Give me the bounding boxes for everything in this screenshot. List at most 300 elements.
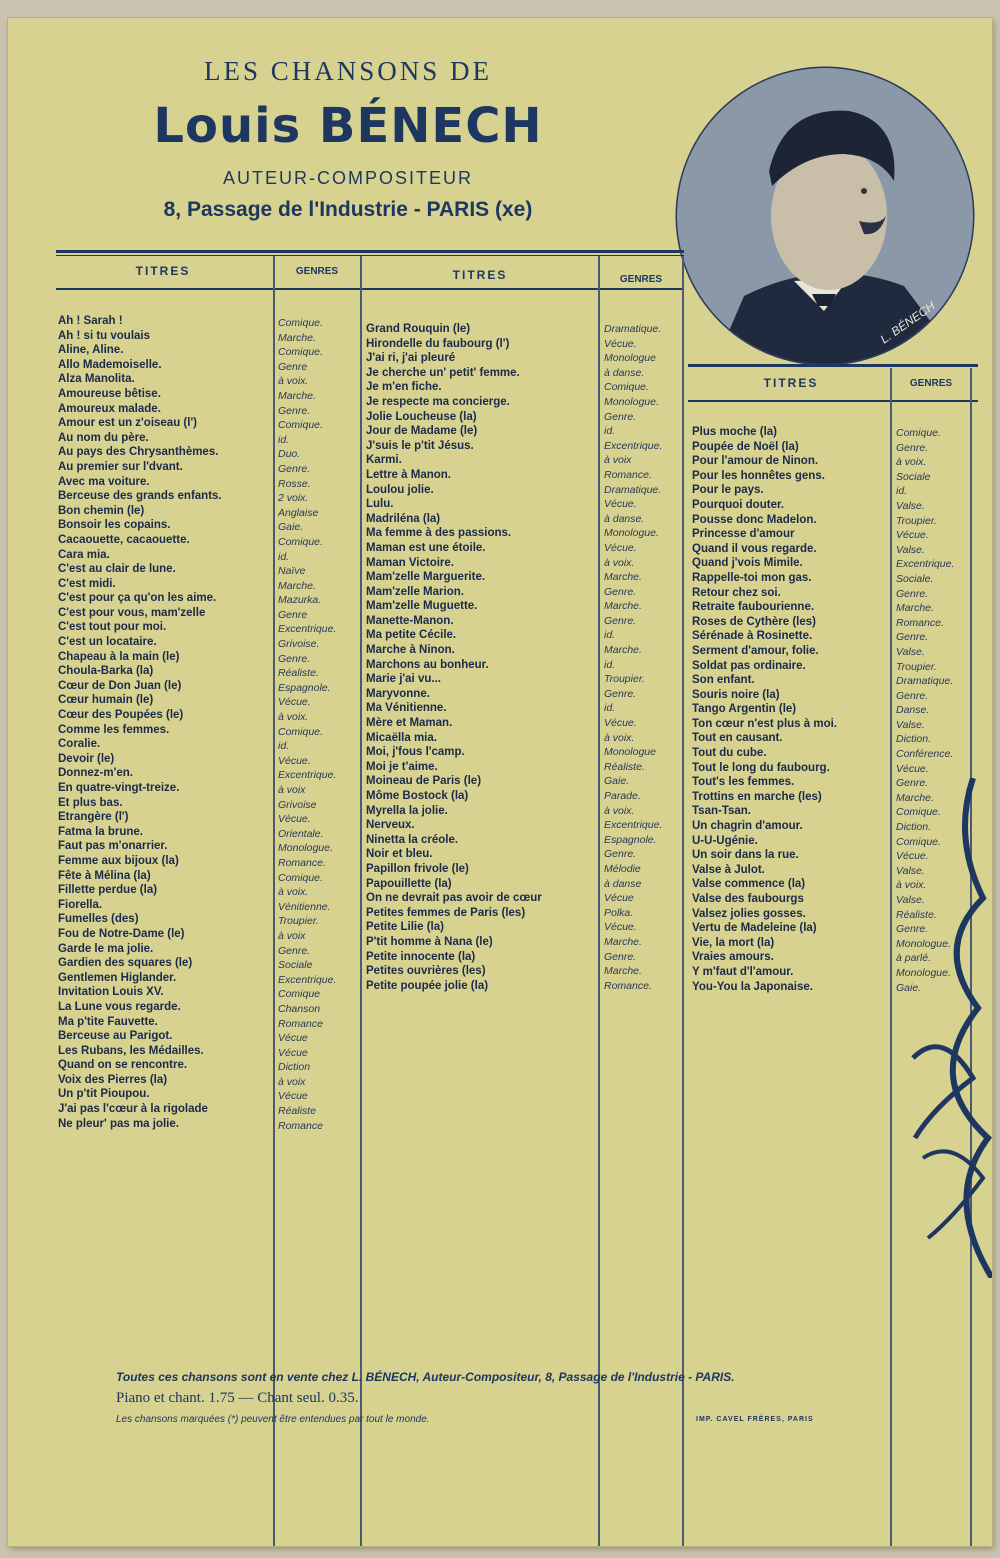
song-title: J'ai ri, j'ai pleuré bbox=[366, 352, 456, 365]
song-genre: Sociale bbox=[896, 470, 931, 483]
song-title: Ninetta la créole. bbox=[366, 833, 459, 846]
song-genre: à voix. bbox=[604, 731, 635, 744]
song-genre: id. bbox=[604, 658, 616, 671]
song-genre: Marche. bbox=[604, 965, 642, 978]
song-genre: Marche. bbox=[604, 571, 642, 584]
song-title: Tsan-Tsan. bbox=[692, 805, 751, 818]
song-title: Quand on se rencontre. bbox=[58, 1059, 188, 1072]
song-title: Amoureuse bêtise. bbox=[58, 387, 161, 400]
song-genre: Excentrique. bbox=[604, 439, 663, 452]
col3-titres-heading: TITRES bbox=[763, 376, 819, 390]
song-genre: Romance. bbox=[604, 979, 652, 992]
song-title: Ton cœur n'est plus à moi. bbox=[692, 717, 838, 730]
song-title: Pour les honnêtes gens. bbox=[692, 469, 825, 482]
song-genre: Romance bbox=[278, 1119, 323, 1132]
song-title: Voix des Pierres (la) bbox=[58, 1073, 168, 1086]
song-title: Alza Manolita. bbox=[58, 373, 135, 386]
song-title: Papouillette (la) bbox=[366, 877, 452, 890]
song-title: Gentlemen Higlander. bbox=[58, 971, 177, 984]
song-title: Ma petite Cécile. bbox=[366, 629, 457, 642]
song-title: Mère et Maman. bbox=[366, 717, 453, 730]
song-title: Au nom du père. bbox=[58, 431, 149, 444]
song-title: Cara mia. bbox=[58, 548, 110, 561]
song-genre: Vécue. bbox=[604, 541, 637, 554]
song-title: Jour de Madame (le) bbox=[366, 425, 478, 438]
song-genre: à voix bbox=[278, 929, 306, 942]
song-genre: Excentrique. bbox=[278, 973, 337, 986]
portrait-signature: L. BÉNECH bbox=[877, 298, 938, 347]
song-title: Sérénade à Rosinette. bbox=[692, 630, 813, 643]
song-genre: Genre. bbox=[604, 950, 637, 963]
song-title: Souris noire (la) bbox=[692, 688, 780, 701]
song-genre: Monologue. bbox=[278, 842, 333, 855]
song-genre: Monologue bbox=[604, 352, 656, 365]
song-genre: Espagnole. bbox=[278, 681, 331, 694]
song-genre: Comique. bbox=[278, 317, 323, 329]
song-genre: Genre. bbox=[604, 585, 637, 598]
song-title: Petite poupée jolie (la) bbox=[366, 979, 489, 992]
song-genre: Genre. bbox=[896, 777, 929, 790]
song-genre: Genre bbox=[278, 608, 308, 621]
song-title: Petites ouvrières (les) bbox=[366, 965, 486, 978]
song-title: Ma Vénitienne. bbox=[366, 702, 447, 715]
song-genre: id. bbox=[278, 740, 290, 753]
song-genre: Genre. bbox=[896, 441, 929, 454]
song-title: Chapeau à la main (le) bbox=[58, 650, 180, 663]
song-title: Petite Lilie (la) bbox=[366, 921, 444, 934]
song-genre: Dramatique. bbox=[604, 323, 662, 335]
song-genre: Romance. bbox=[604, 468, 652, 481]
composer-subtitle: AUTEUR-COMPOSITEUR bbox=[222, 168, 473, 188]
song-title: Je respecte ma concierge. bbox=[366, 395, 510, 408]
col2-genres-heading: GENRES bbox=[619, 274, 663, 285]
song-title: Karmi. bbox=[366, 454, 402, 467]
song-genre: Valse. bbox=[896, 499, 925, 512]
song-title: Ah ! Sarah ! bbox=[58, 315, 123, 327]
song-genre: à voix. bbox=[896, 879, 927, 892]
song-genre: Romance. bbox=[896, 616, 944, 629]
song-title: Marie j'ai vu... bbox=[366, 673, 441, 686]
song-title: J'ai pas l'cœur à la rigolade bbox=[58, 1103, 208, 1116]
song-title: Vie, la mort (la) bbox=[692, 936, 775, 949]
song-title: Tango Argentin (le) bbox=[692, 703, 797, 716]
song-genre: Diction bbox=[278, 1061, 311, 1074]
song-genre: Troupier. bbox=[896, 660, 937, 673]
song-genre: à danse. bbox=[604, 366, 645, 379]
song-title: Gardien des squares (le) bbox=[58, 957, 193, 970]
song-genre: Monologue. bbox=[604, 527, 659, 540]
song-genre: Excentrique. bbox=[896, 558, 955, 571]
col1-titres-heading: TITRES bbox=[135, 264, 191, 278]
song-genre: Genre. bbox=[278, 652, 311, 665]
song-title: Loulou jolie. bbox=[366, 483, 434, 496]
song-title: Pousse donc Madelon. bbox=[692, 513, 817, 526]
song-genre: Orientale. bbox=[278, 827, 324, 840]
song-title: Bonsoir les copains. bbox=[58, 519, 171, 532]
song-genre: à voix. bbox=[604, 556, 635, 569]
song-genre: Comique. bbox=[278, 871, 323, 884]
col1-genres-heading: GENRES bbox=[295, 266, 339, 277]
top-rule-right bbox=[688, 364, 978, 367]
song-title: Lettre à Manon. bbox=[366, 468, 451, 481]
song-genre: Monologue. bbox=[604, 395, 659, 408]
song-genre: Sociale. bbox=[896, 572, 934, 585]
song-title: Petite innocente (la) bbox=[366, 950, 476, 963]
song-title: Cacaouette, cacaouette. bbox=[58, 533, 190, 546]
song-title: Au pays des Chrysanthèmes. bbox=[58, 446, 219, 459]
song-genre: Romance. bbox=[278, 856, 326, 869]
song-genre: id. bbox=[896, 485, 908, 498]
song-title: Poupée de Noël (la) bbox=[692, 440, 799, 453]
song-genre: Dramatique. bbox=[896, 675, 954, 688]
song-genre: à parlé. bbox=[896, 952, 932, 965]
song-title: Petites femmes de Paris (les) bbox=[366, 906, 526, 919]
col1-titles bbox=[58, 314, 270, 1131]
song-genre: Vécue bbox=[278, 1046, 308, 1059]
song-genre: à voix. bbox=[604, 804, 635, 817]
song-title: Je m'en fiche. bbox=[366, 381, 442, 394]
footer-prices: Piano et chant. 1.75 — Chant seul. 0.35. bbox=[116, 1390, 359, 1406]
song-title: Tout en causant. bbox=[692, 732, 783, 745]
song-genre: Genre. bbox=[278, 404, 311, 417]
song-genre: Grivoise. bbox=[278, 638, 320, 651]
decorative-drawing bbox=[903, 778, 992, 1278]
song-genre: Excentrique. bbox=[604, 819, 663, 832]
song-title: Fou de Notre-Dame (le) bbox=[58, 927, 185, 940]
song-genre: Valse. bbox=[896, 543, 925, 556]
song-title: Vertu de Madeleine (la) bbox=[692, 922, 817, 935]
song-genre: Réaliste. bbox=[604, 760, 645, 773]
song-title: Maman est une étoile. bbox=[366, 541, 486, 554]
song-title: Micaëlla mia. bbox=[366, 731, 437, 744]
song-genre: Comique. bbox=[278, 725, 323, 738]
song-title: Tout le long du faubourg. bbox=[692, 761, 830, 774]
song-genre: Valse. bbox=[896, 864, 925, 877]
song-title: Maryvonne. bbox=[366, 687, 430, 700]
song-title: Ne pleur' pas ma jolie. bbox=[58, 1117, 179, 1130]
song-genre: à voix bbox=[278, 1075, 306, 1088]
song-genre: Marche. bbox=[896, 602, 934, 615]
col2-genres bbox=[604, 322, 680, 993]
song-title: Grand Rouquin (le) bbox=[366, 323, 471, 335]
song-title: Fête à Mélina (la) bbox=[58, 869, 151, 882]
footer-marked-note: Les chansons marquées (*) peuvent être entendues par tout le monde. bbox=[116, 1414, 430, 1425]
song-title: Trottins en marche (les) bbox=[692, 790, 822, 803]
song-genre: Vécue. bbox=[604, 717, 637, 730]
song-genre: Genre. bbox=[604, 614, 637, 627]
song-title: La Lune vous regarde. bbox=[58, 1000, 181, 1013]
song-title: Plus moche (la) bbox=[692, 426, 777, 438]
song-title: Pourquoi douter. bbox=[692, 498, 784, 511]
song-title: Papillon frivole (le) bbox=[366, 862, 469, 875]
song-title: Mam'zelle Marion. bbox=[366, 585, 464, 598]
song-title: Valse à Julot. bbox=[692, 863, 765, 876]
song-genre: à voix. bbox=[278, 711, 309, 724]
song-title: Retraite faubourienne. bbox=[692, 601, 815, 614]
song-genre: Romance bbox=[278, 1017, 323, 1030]
song-genre: Genre. bbox=[604, 410, 637, 423]
song-title: Ah ! si tu voulais bbox=[58, 329, 151, 342]
song-title: On ne devrait pas avoir de cœur bbox=[366, 892, 542, 905]
song-title: Amour est un z'oiseau (l') bbox=[58, 417, 198, 430]
song-title: Bon chemin (le) bbox=[58, 504, 145, 517]
column-divider bbox=[598, 256, 600, 1546]
song-title: Vraies amours. bbox=[692, 951, 774, 964]
song-genre: Comique. bbox=[896, 835, 941, 848]
song-genre: Comique. bbox=[278, 419, 323, 432]
column-divider bbox=[360, 256, 362, 1546]
song-title: Noir et bleu. bbox=[366, 848, 433, 861]
song-genre: Duo. bbox=[278, 448, 301, 461]
song-genre: Genre. bbox=[604, 848, 637, 861]
song-title: Coralie. bbox=[58, 738, 101, 751]
col1-genres bbox=[278, 316, 358, 1133]
song-genre: Comique. bbox=[896, 427, 941, 439]
song-genre: Réaliste. bbox=[896, 908, 937, 921]
song-genre: Genre. bbox=[278, 462, 311, 475]
song-genre: Parade. bbox=[604, 790, 641, 802]
song-genre: Anglaise bbox=[278, 506, 319, 519]
song-genre: Dramatique. bbox=[604, 483, 662, 496]
song-title: Ma femme à des passions. bbox=[366, 527, 512, 540]
song-genre: Troupier. bbox=[278, 915, 319, 928]
song-genre: Polka. bbox=[604, 906, 634, 919]
song-genre: Monologue. bbox=[896, 937, 951, 950]
header-underline-left bbox=[56, 288, 684, 290]
song-title: Cœur des Poupées (le) bbox=[58, 709, 184, 722]
song-genre: Marche. bbox=[278, 579, 316, 592]
song-title: P'tit homme à Nana (le) bbox=[366, 935, 493, 948]
song-genre: Espagnole. bbox=[604, 833, 657, 846]
song-title: Nerveux. bbox=[366, 819, 415, 832]
song-genre: Vécue bbox=[604, 892, 634, 905]
song-genre: à danse. bbox=[604, 512, 645, 525]
song-genre: Vécue bbox=[278, 1032, 308, 1045]
song-title: C'est un locataire. bbox=[58, 636, 157, 649]
song-genre: Genre. bbox=[604, 687, 637, 700]
song-genre: Comique. bbox=[278, 346, 323, 359]
song-title: Comme les femmes. bbox=[58, 723, 170, 736]
song-genre: Valse. bbox=[896, 645, 925, 658]
song-genre: Mazurka. bbox=[278, 594, 322, 607]
song-genre: Marche. bbox=[278, 331, 316, 344]
song-title: Je cherche un' petit' femme. bbox=[366, 366, 520, 379]
song-title: Môme Bostock (la) bbox=[366, 790, 469, 802]
song-title: Garde le ma jolie. bbox=[58, 942, 154, 955]
song-genre: Genre. bbox=[896, 923, 929, 936]
song-title: Lulu. bbox=[366, 498, 394, 511]
song-title: C'est au clair de lune. bbox=[58, 563, 176, 576]
song-genre: id. bbox=[278, 433, 290, 446]
song-title: Marche à Ninon. bbox=[366, 644, 455, 657]
song-genre: Comique. bbox=[896, 806, 941, 819]
song-title: Choula-Barka (la) bbox=[58, 665, 154, 678]
song-title: Faut pas m'onarrier. bbox=[58, 840, 168, 853]
song-genre: Comique. bbox=[278, 535, 323, 548]
song-title: Au premier sur l'dvant. bbox=[58, 460, 183, 473]
song-genre: Excentrique. bbox=[278, 623, 337, 636]
song-title: Femme aux bijoux (la) bbox=[58, 854, 179, 867]
song-title: C'est midi. bbox=[58, 577, 116, 590]
song-genre: Réaliste. bbox=[278, 667, 319, 680]
song-genre: Vécue. bbox=[604, 337, 637, 350]
footer-sale-note: Toutes ces chansons sont en vente chez L. BÉNECH, Auteur-Compositeur, 8, Passage de l'Industrie - PARIS. bbox=[116, 1370, 735, 1384]
col3-titles bbox=[692, 425, 888, 994]
song-title: Un soir dans la rue. bbox=[692, 849, 799, 862]
portrait-image bbox=[674, 66, 976, 366]
song-genre: Vécue bbox=[278, 1090, 308, 1103]
song-genre: id. bbox=[278, 550, 290, 563]
song-genre: à voix bbox=[604, 454, 632, 467]
song-genre: Vécue. bbox=[896, 529, 929, 542]
song-genre: Monologue. bbox=[896, 966, 951, 979]
song-genre: Vénitienne. bbox=[278, 900, 331, 913]
song-genre: Valse. bbox=[896, 718, 925, 731]
song-title: Pour l'amour de Ninon. bbox=[692, 455, 819, 468]
song-genre: 2 voix. bbox=[278, 492, 309, 505]
song-genre: Mélodie bbox=[604, 862, 641, 875]
song-genre: Monologue bbox=[604, 746, 656, 759]
top-rule-thin bbox=[56, 255, 684, 256]
song-genre: Troupier. bbox=[896, 514, 937, 527]
song-genre: Vécue. bbox=[278, 813, 311, 826]
header-underline-right bbox=[688, 400, 978, 402]
song-genre: Vécue. bbox=[896, 850, 929, 863]
composer-name: Louis BÉNECH bbox=[153, 98, 543, 154]
song-genre: Marche. bbox=[896, 791, 934, 804]
song-title: Pour le pays. bbox=[692, 484, 764, 497]
song-title: Mam'zelle Marguerite. bbox=[366, 571, 486, 584]
song-genre: Vécue. bbox=[604, 498, 637, 511]
song-title: Un chagrin d'amour. bbox=[692, 820, 803, 833]
col2-titres-heading: TITRES bbox=[452, 268, 508, 282]
song-title: Y m'faut d'l'amour. bbox=[692, 965, 794, 978]
song-genre: Marche. bbox=[604, 644, 642, 657]
song-title: Valse des faubourgs bbox=[692, 893, 804, 905]
song-genre: Conférence. bbox=[896, 748, 954, 761]
song-title: Avec ma voiture. bbox=[58, 475, 150, 488]
song-genre: à voix. bbox=[278, 886, 309, 899]
song-genre: Danse. bbox=[896, 704, 930, 717]
song-title: Moi je t'aime. bbox=[366, 760, 438, 773]
song-genre: Vécue. bbox=[896, 762, 929, 775]
song-title: Roses de Cythère (les) bbox=[692, 615, 816, 628]
song-title: C'est tout pour moi. bbox=[58, 621, 167, 634]
song-title: Hirondelle du faubourg (l') bbox=[366, 337, 510, 350]
song-title: Fillette perdue (la) bbox=[58, 884, 158, 897]
song-genre: Naïve bbox=[278, 565, 306, 578]
song-genre: Genre. bbox=[896, 689, 929, 702]
song-genre: Chanson bbox=[278, 1002, 321, 1015]
song-genre: Valse. bbox=[896, 894, 925, 906]
song-genre: Réaliste bbox=[278, 1105, 316, 1118]
song-title: Serment d'amour, folie. bbox=[692, 644, 819, 657]
song-genre: Vécue. bbox=[278, 754, 311, 767]
song-title: Cœur humain (le) bbox=[58, 694, 154, 707]
song-title: Mam'zelle Muguette. bbox=[366, 600, 478, 613]
composer-address: 8, Passage de l'Industrie - PARIS (xe) bbox=[163, 198, 533, 221]
song-genre: Genre bbox=[278, 360, 308, 373]
song-title: You-You la Japonaise. bbox=[692, 980, 813, 993]
col3-genres-heading: GENRES bbox=[909, 378, 953, 389]
song-genre: Excentrique. bbox=[278, 769, 337, 782]
song-title: Aline, Aline. bbox=[58, 344, 124, 357]
song-genre: Genre. bbox=[278, 944, 311, 957]
sheet bbox=[8, 18, 992, 1546]
song-genre: Comique bbox=[278, 988, 321, 1001]
song-title: Donnez-m'en. bbox=[58, 767, 133, 780]
song-genre: à voix. bbox=[278, 375, 309, 388]
song-title: Moineau de Paris (le) bbox=[366, 775, 482, 788]
song-title: Valsez jolies gosses. bbox=[692, 907, 806, 920]
song-genre: Troupier. bbox=[604, 673, 645, 686]
song-genre: Gaie. bbox=[278, 521, 304, 534]
song-title: Un p'tit Pioupou. bbox=[58, 1088, 150, 1101]
printer-credit: IMP. CAVEL FRÈRES, PARIS bbox=[696, 1416, 814, 1423]
song-genre: Gaie. bbox=[604, 775, 630, 788]
song-genre: Genre. bbox=[896, 587, 929, 600]
song-genre: Gaie. bbox=[896, 981, 922, 994]
song-genre: Marche. bbox=[604, 600, 642, 613]
song-title: Maman Victoire. bbox=[366, 556, 454, 569]
song-title: Devoir (le) bbox=[58, 752, 115, 765]
song-title: Moi, j'fous l'camp. bbox=[366, 746, 465, 759]
song-genre: id. bbox=[604, 629, 616, 642]
song-genre: id. bbox=[604, 702, 616, 715]
header-top: LES CHANSONS DE bbox=[203, 56, 493, 86]
song-title: Fiorella. bbox=[58, 898, 103, 911]
song-genre: Genre. bbox=[896, 631, 929, 644]
song-title: Fatma la brune. bbox=[58, 825, 143, 838]
song-title: Amoureux malade. bbox=[58, 402, 161, 415]
column-divider bbox=[682, 256, 684, 1546]
song-genre: id. bbox=[604, 425, 616, 438]
song-genre: Marche. bbox=[604, 935, 642, 948]
song-title: Valse commence (la) bbox=[692, 878, 806, 891]
song-title: C'est pour ça qu'on les aime. bbox=[58, 592, 217, 605]
song-genre: Rosse. bbox=[278, 477, 311, 490]
song-title: Madriléna (la) bbox=[366, 512, 441, 525]
column-divider bbox=[273, 256, 275, 1546]
song-title: Soldat pas ordinaire. bbox=[692, 659, 806, 672]
song-genre: Comique. bbox=[604, 381, 649, 394]
song-title: Ma p'tite Fauvette. bbox=[58, 1015, 158, 1028]
song-genre: Diction. bbox=[896, 821, 932, 834]
song-title: Rappelle-toi mon gas. bbox=[692, 571, 812, 584]
song-title: Les Rubans, les Médailles. bbox=[58, 1044, 204, 1057]
song-genre: à voix. bbox=[896, 456, 927, 469]
song-title: Tout du cube. bbox=[692, 747, 767, 760]
song-title: C'est pour vous, mam'zelle bbox=[58, 606, 206, 619]
song-title: J'suis le p'tit Jésus. bbox=[366, 439, 474, 452]
song-title: Quand j'vois Mimile. bbox=[692, 557, 803, 570]
song-genre: Sociale bbox=[278, 959, 313, 972]
song-title: Jolie Loucheuse (la) bbox=[366, 410, 477, 423]
col2-titles bbox=[366, 322, 596, 993]
column-divider bbox=[890, 368, 892, 1546]
song-genre: à voix bbox=[278, 784, 306, 796]
song-title: Invitation Louis XV. bbox=[58, 986, 164, 999]
song-genre: Grivoise bbox=[278, 798, 317, 811]
song-title: Manette-Manon. bbox=[366, 614, 454, 627]
song-title: Et plus bas. bbox=[58, 796, 123, 809]
song-title: Tout's les femmes. bbox=[692, 776, 795, 789]
song-title: Retour chez soi. bbox=[692, 586, 781, 599]
song-title: Fumelles (des) bbox=[58, 913, 139, 926]
song-title: Allo Mademoiselle. bbox=[58, 358, 162, 371]
song-title: Son enfant. bbox=[692, 674, 755, 687]
song-title: Berceuse des grands enfants. bbox=[58, 490, 222, 503]
